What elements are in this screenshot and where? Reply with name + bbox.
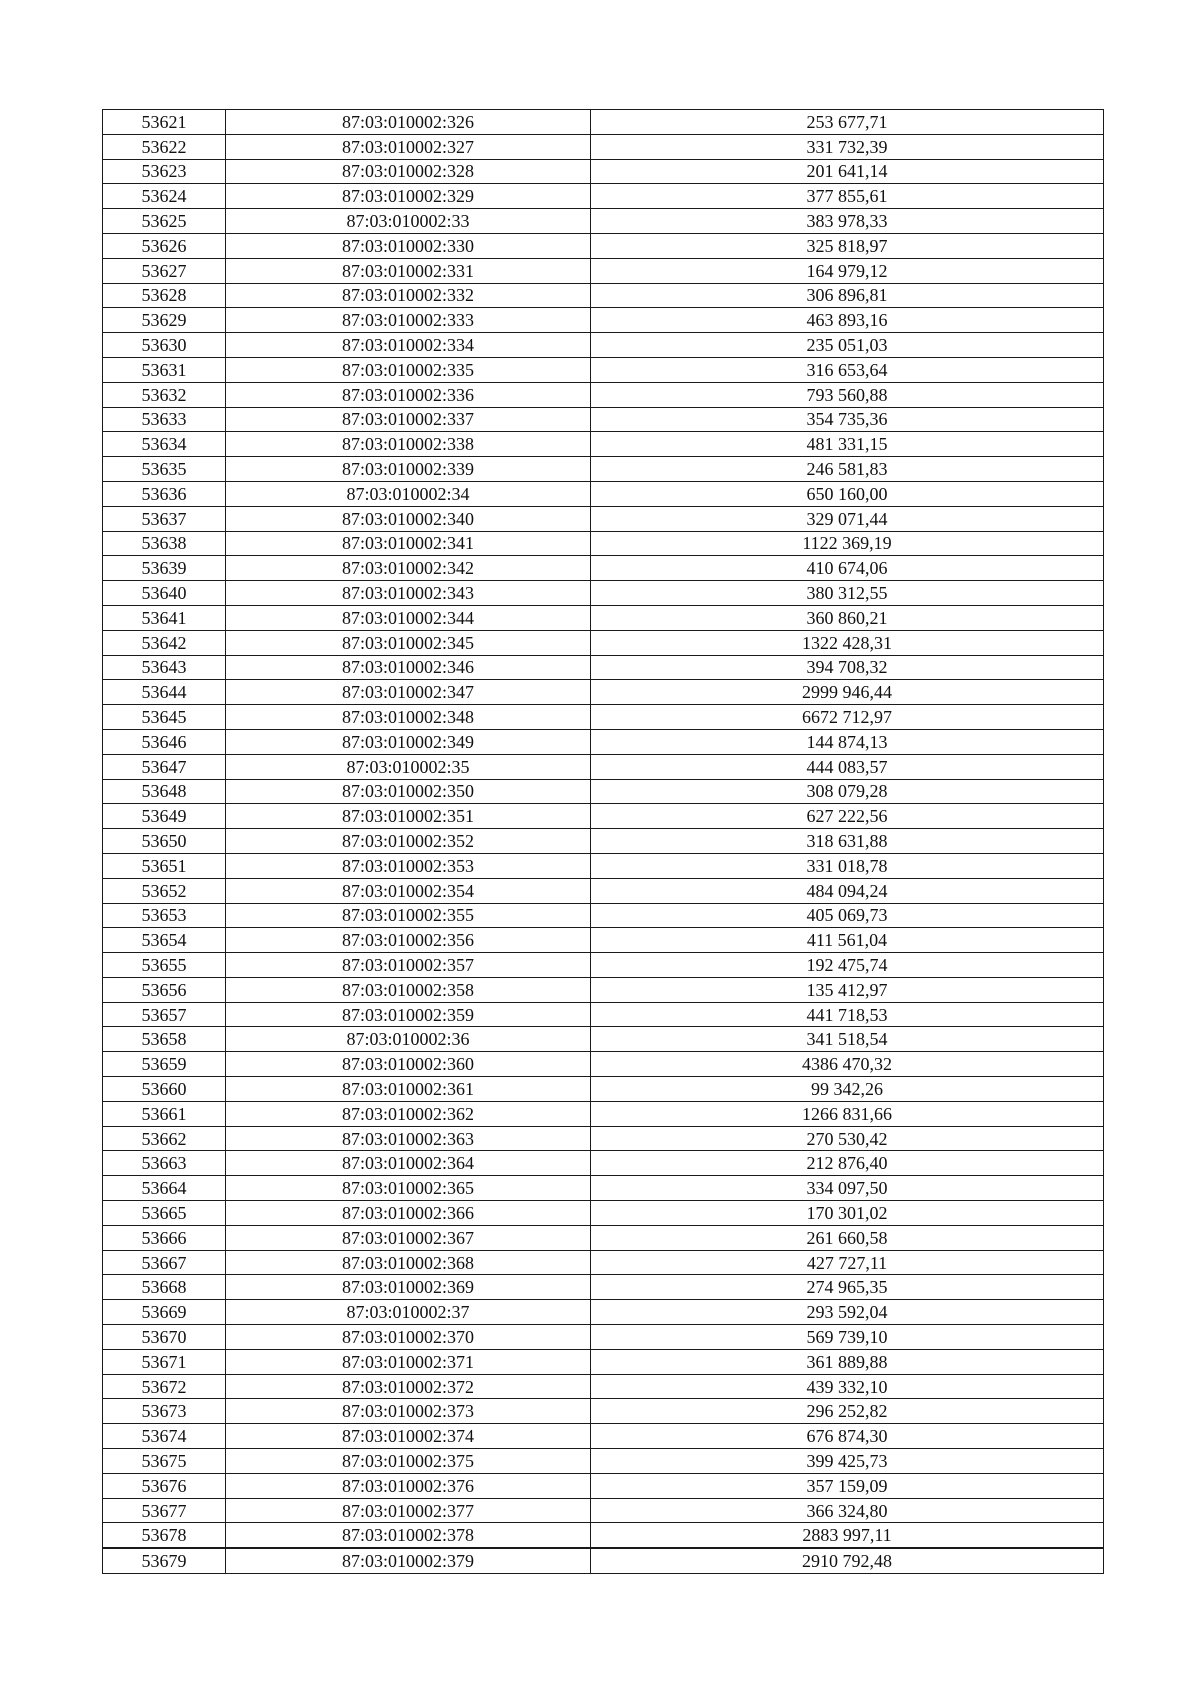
value-cell: 394 708,32 bbox=[591, 655, 1104, 680]
row-number-cell: 53626 bbox=[103, 233, 226, 258]
cadastral-number-cell: 87:03:010002:355 bbox=[226, 903, 591, 928]
cadastral-number-cell: 87:03:010002:336 bbox=[226, 382, 591, 407]
table-row bbox=[103, 829, 1104, 854]
row-number-cell: 53628 bbox=[103, 283, 226, 308]
value-cell: 331 018,78 bbox=[591, 853, 1104, 878]
table-row bbox=[103, 1250, 1104, 1275]
cadastral-number-cell: 87:03:010002:347 bbox=[226, 680, 591, 705]
table-row bbox=[103, 481, 1104, 506]
value-cell: 261 660,58 bbox=[591, 1225, 1104, 1250]
row-number-cell: 53656 bbox=[103, 977, 226, 1002]
value-cell: 331 732,39 bbox=[591, 134, 1104, 159]
cadastral-number-cell: 87:03:010002:331 bbox=[226, 258, 591, 283]
row-number-cell: 53646 bbox=[103, 729, 226, 754]
cadastral-number-cell: 87:03:010002:376 bbox=[226, 1473, 591, 1498]
value-cell: 212 876,40 bbox=[591, 1151, 1104, 1176]
table-row bbox=[103, 1523, 1104, 1548]
row-number-cell: 53670 bbox=[103, 1325, 226, 1350]
row-number-cell: 53630 bbox=[103, 333, 226, 358]
cadastral-number-cell: 87:03:010002:344 bbox=[226, 605, 591, 630]
value-cell: 380 312,55 bbox=[591, 581, 1104, 606]
value-cell: 270 530,42 bbox=[591, 1126, 1104, 1151]
row-number-cell: 53669 bbox=[103, 1300, 226, 1325]
cadastral-number-cell: 87:03:010002:356 bbox=[226, 928, 591, 953]
table-row bbox=[103, 531, 1104, 556]
row-number-cell: 53662 bbox=[103, 1126, 226, 1151]
cadastral-number-cell: 87:03:010002:366 bbox=[226, 1201, 591, 1226]
row-number-cell: 53637 bbox=[103, 506, 226, 531]
row-number-cell: 53645 bbox=[103, 705, 226, 730]
table-row bbox=[103, 258, 1104, 283]
value-cell: 246 581,83 bbox=[591, 457, 1104, 482]
cadastral-number-cell: 87:03:010002:362 bbox=[226, 1101, 591, 1126]
row-number-cell: 53629 bbox=[103, 308, 226, 333]
table-row bbox=[103, 729, 1104, 754]
cadastral-number-cell: 87:03:010002:34 bbox=[226, 481, 591, 506]
row-number-cell: 53648 bbox=[103, 779, 226, 804]
cadastral-number-cell: 87:03:010002:357 bbox=[226, 953, 591, 978]
table-row bbox=[103, 1374, 1104, 1399]
row-number-cell: 53659 bbox=[103, 1052, 226, 1077]
table-row bbox=[103, 804, 1104, 829]
value-cell: 444 083,57 bbox=[591, 754, 1104, 779]
table-row bbox=[103, 407, 1104, 432]
cadastral-number-cell: 87:03:010002:330 bbox=[226, 233, 591, 258]
table-row bbox=[103, 184, 1104, 209]
table-row bbox=[103, 1300, 1104, 1325]
row-number-cell: 53660 bbox=[103, 1077, 226, 1102]
table-row bbox=[103, 853, 1104, 878]
row-number-cell: 53636 bbox=[103, 481, 226, 506]
cadastral-number-cell: 87:03:010002:342 bbox=[226, 556, 591, 581]
value-cell: 316 653,64 bbox=[591, 357, 1104, 382]
row-number-cell: 53653 bbox=[103, 903, 226, 928]
row-number-cell: 53652 bbox=[103, 878, 226, 903]
row-number-cell: 53643 bbox=[103, 655, 226, 680]
row-number-cell: 53638 bbox=[103, 531, 226, 556]
table-row bbox=[103, 630, 1104, 655]
value-cell: 360 860,21 bbox=[591, 605, 1104, 630]
row-number-cell: 53633 bbox=[103, 407, 226, 432]
row-number-cell: 53647 bbox=[103, 754, 226, 779]
value-cell: 274 965,35 bbox=[591, 1275, 1104, 1300]
value-cell: 318 631,88 bbox=[591, 829, 1104, 854]
value-cell: 308 079,28 bbox=[591, 779, 1104, 804]
row-number-cell: 53658 bbox=[103, 1027, 226, 1052]
table-row bbox=[103, 1325, 1104, 1350]
row-number-cell: 53675 bbox=[103, 1449, 226, 1474]
table-row bbox=[103, 1101, 1104, 1126]
table-row bbox=[103, 655, 1104, 680]
value-cell: 1122 369,19 bbox=[591, 531, 1104, 556]
table-row bbox=[103, 457, 1104, 482]
table-row bbox=[103, 134, 1104, 159]
cadastral-number-cell: 87:03:010002:361 bbox=[226, 1077, 591, 1102]
value-cell: 192 475,74 bbox=[591, 953, 1104, 978]
row-number-cell: 53622 bbox=[103, 134, 226, 159]
cadastral-number-cell: 87:03:010002:364 bbox=[226, 1151, 591, 1176]
cadastral-number-cell: 87:03:010002:360 bbox=[226, 1052, 591, 1077]
table-row bbox=[103, 1225, 1104, 1250]
row-number-cell: 53666 bbox=[103, 1225, 226, 1250]
cadastral-number-cell: 87:03:010002:329 bbox=[226, 184, 591, 209]
row-number-cell: 53651 bbox=[103, 853, 226, 878]
row-number-cell: 53650 bbox=[103, 829, 226, 854]
value-cell: 293 592,04 bbox=[591, 1300, 1104, 1325]
table-row bbox=[103, 506, 1104, 531]
row-number-cell: 53671 bbox=[103, 1349, 226, 1374]
row-number-cell: 53661 bbox=[103, 1101, 226, 1126]
table-row bbox=[103, 1349, 1104, 1374]
row-number-cell: 53641 bbox=[103, 605, 226, 630]
row-number-cell: 53676 bbox=[103, 1473, 226, 1498]
table-row bbox=[103, 1151, 1104, 1176]
row-number-cell: 53644 bbox=[103, 680, 226, 705]
value-cell: 399 425,73 bbox=[591, 1449, 1104, 1474]
table-row bbox=[103, 581, 1104, 606]
cadastral-number-cell: 87:03:010002:328 bbox=[226, 159, 591, 184]
value-cell: 135 412,97 bbox=[591, 977, 1104, 1002]
cadastral-number-cell: 87:03:010002:338 bbox=[226, 432, 591, 457]
cadastral-number-cell: 87:03:010002:326 bbox=[226, 110, 591, 135]
cadastral-number-cell: 87:03:010002:375 bbox=[226, 1449, 591, 1474]
table-row bbox=[103, 1077, 1104, 1102]
value-cell: 361 889,88 bbox=[591, 1349, 1104, 1374]
value-cell: 463 893,16 bbox=[591, 308, 1104, 333]
value-cell: 793 560,88 bbox=[591, 382, 1104, 407]
cadastral-number-cell: 87:03:010002:35 bbox=[226, 754, 591, 779]
value-cell: 144 874,13 bbox=[591, 729, 1104, 754]
table-row bbox=[103, 953, 1104, 978]
cadastral-number-cell: 87:03:010002:37 bbox=[226, 1300, 591, 1325]
row-number-cell: 53677 bbox=[103, 1498, 226, 1523]
cadastral-number-cell: 87:03:010002:352 bbox=[226, 829, 591, 854]
row-number-cell: 53625 bbox=[103, 209, 226, 234]
value-cell: 377 855,61 bbox=[591, 184, 1104, 209]
row-number-cell: 53621 bbox=[103, 110, 226, 135]
table-row bbox=[103, 1126, 1104, 1151]
table-row bbox=[103, 754, 1104, 779]
value-cell: 1322 428,31 bbox=[591, 630, 1104, 655]
cadastral-number-cell: 87:03:010002:367 bbox=[226, 1225, 591, 1250]
cadastral-number-cell: 87:03:010002:349 bbox=[226, 729, 591, 754]
value-cell: 441 718,53 bbox=[591, 1002, 1104, 1027]
value-cell: 354 735,36 bbox=[591, 407, 1104, 432]
row-number-cell: 53642 bbox=[103, 630, 226, 655]
value-cell: 329 071,44 bbox=[591, 506, 1104, 531]
table-row bbox=[103, 209, 1104, 234]
value-cell: 410 674,06 bbox=[591, 556, 1104, 581]
cadastral-number-cell: 87:03:010002:341 bbox=[226, 531, 591, 556]
table-row bbox=[103, 308, 1104, 333]
cadastral-number-cell: 87:03:010002:335 bbox=[226, 357, 591, 382]
value-cell: 4386 470,32 bbox=[591, 1052, 1104, 1077]
cadastral-number-cell: 87:03:010002:36 bbox=[226, 1027, 591, 1052]
table-row bbox=[103, 1473, 1104, 1498]
table-body bbox=[103, 110, 1104, 1574]
row-number-cell: 53640 bbox=[103, 581, 226, 606]
cadastral-number-cell: 87:03:010002:332 bbox=[226, 283, 591, 308]
value-cell: 2883 997,11 bbox=[591, 1523, 1104, 1548]
table-row bbox=[103, 382, 1104, 407]
row-number-cell: 53657 bbox=[103, 1002, 226, 1027]
table-row bbox=[103, 1027, 1104, 1052]
table-row bbox=[103, 779, 1104, 804]
table-row bbox=[103, 1052, 1104, 1077]
cadastral-number-cell: 87:03:010002:373 bbox=[226, 1399, 591, 1424]
value-cell: 366 324,80 bbox=[591, 1498, 1104, 1523]
value-cell: 296 252,82 bbox=[591, 1399, 1104, 1424]
cadastral-number-cell: 87:03:010002:378 bbox=[226, 1523, 591, 1548]
cadastral-number-cell: 87:03:010002:343 bbox=[226, 581, 591, 606]
table-row bbox=[103, 357, 1104, 382]
cadastral-number-cell: 87:03:010002:348 bbox=[226, 705, 591, 730]
cadastral-number-cell: 87:03:010002:345 bbox=[226, 630, 591, 655]
cadastral-number-cell: 87:03:010002:372 bbox=[226, 1374, 591, 1399]
value-cell: 405 069,73 bbox=[591, 903, 1104, 928]
table-row bbox=[103, 283, 1104, 308]
table-row bbox=[103, 556, 1104, 581]
value-cell: 383 978,33 bbox=[591, 209, 1104, 234]
value-cell: 411 561,04 bbox=[591, 928, 1104, 953]
table-row bbox=[103, 1002, 1104, 1027]
row-number-cell: 53664 bbox=[103, 1176, 226, 1201]
row-number-cell: 53663 bbox=[103, 1151, 226, 1176]
value-cell: 484 094,24 bbox=[591, 878, 1104, 903]
value-cell: 341 518,54 bbox=[591, 1027, 1104, 1052]
value-cell: 481 331,15 bbox=[591, 432, 1104, 457]
row-number-cell: 53631 bbox=[103, 357, 226, 382]
cadastral-number-cell: 87:03:010002:339 bbox=[226, 457, 591, 482]
value-cell: 201 641,14 bbox=[591, 159, 1104, 184]
table-row bbox=[103, 110, 1104, 135]
cadastral-number-cell: 87:03:010002:363 bbox=[226, 1126, 591, 1151]
row-number-cell: 53665 bbox=[103, 1201, 226, 1226]
row-number-cell: 53639 bbox=[103, 556, 226, 581]
cadastral-number-cell: 87:03:010002:350 bbox=[226, 779, 591, 804]
value-cell: 6672 712,97 bbox=[591, 705, 1104, 730]
cadastral-number-cell: 87:03:010002:377 bbox=[226, 1498, 591, 1523]
value-cell: 2910 792,48 bbox=[591, 1548, 1104, 1573]
table-row bbox=[103, 1424, 1104, 1449]
table-row bbox=[103, 928, 1104, 953]
value-cell: 1266 831,66 bbox=[591, 1101, 1104, 1126]
value-cell: 253 677,71 bbox=[591, 110, 1104, 135]
table-row bbox=[103, 1548, 1104, 1573]
row-number-cell: 53654 bbox=[103, 928, 226, 953]
row-number-cell: 53668 bbox=[103, 1275, 226, 1300]
row-number-cell: 53632 bbox=[103, 382, 226, 407]
value-cell: 650 160,00 bbox=[591, 481, 1104, 506]
row-number-cell: 53624 bbox=[103, 184, 226, 209]
cadastral-number-cell: 87:03:010002:379 bbox=[226, 1548, 591, 1573]
row-number-cell: 53635 bbox=[103, 457, 226, 482]
value-cell: 99 342,26 bbox=[591, 1077, 1104, 1102]
row-number-cell: 53655 bbox=[103, 953, 226, 978]
table-row bbox=[103, 1449, 1104, 1474]
value-cell: 439 332,10 bbox=[591, 1374, 1104, 1399]
cadastral-number-cell: 87:03:010002:351 bbox=[226, 804, 591, 829]
cadastral-number-cell: 87:03:010002:333 bbox=[226, 308, 591, 333]
value-cell: 427 727,11 bbox=[591, 1250, 1104, 1275]
cadastral-number-cell: 87:03:010002:354 bbox=[226, 878, 591, 903]
value-cell: 676 874,30 bbox=[591, 1424, 1104, 1449]
table-row bbox=[103, 1176, 1104, 1201]
value-cell: 306 896,81 bbox=[591, 283, 1104, 308]
table-row bbox=[103, 333, 1104, 358]
cadastral-number-cell: 87:03:010002:337 bbox=[226, 407, 591, 432]
cadastral-number-cell: 87:03:010002:365 bbox=[226, 1176, 591, 1201]
cadastral-number-cell: 87:03:010002:346 bbox=[226, 655, 591, 680]
table-row bbox=[103, 432, 1104, 457]
row-number-cell: 53649 bbox=[103, 804, 226, 829]
row-number-cell: 53623 bbox=[103, 159, 226, 184]
cadastral-number-cell: 87:03:010002:334 bbox=[226, 333, 591, 358]
table-row bbox=[103, 1275, 1104, 1300]
table-row bbox=[103, 977, 1104, 1002]
value-cell: 357 159,09 bbox=[591, 1473, 1104, 1498]
row-number-cell: 53667 bbox=[103, 1250, 226, 1275]
row-number-cell: 53672 bbox=[103, 1374, 226, 1399]
table-row bbox=[103, 159, 1104, 184]
value-cell: 170 301,02 bbox=[591, 1201, 1104, 1226]
cadastral-number-cell: 87:03:010002:327 bbox=[226, 134, 591, 159]
table-row bbox=[103, 605, 1104, 630]
value-cell: 2999 946,44 bbox=[591, 680, 1104, 705]
cadastral-number-cell: 87:03:010002:353 bbox=[226, 853, 591, 878]
cadastral-number-cell: 87:03:010002:358 bbox=[226, 977, 591, 1002]
table-row bbox=[103, 705, 1104, 730]
cadastral-number-cell: 87:03:010002:371 bbox=[226, 1349, 591, 1374]
row-number-cell: 53679 bbox=[103, 1548, 226, 1573]
value-cell: 325 818,97 bbox=[591, 233, 1104, 258]
table-row bbox=[103, 1498, 1104, 1523]
cadastral-number-cell: 87:03:010002:370 bbox=[226, 1325, 591, 1350]
table-row bbox=[103, 1399, 1104, 1424]
table-row bbox=[103, 233, 1104, 258]
row-number-cell: 53627 bbox=[103, 258, 226, 283]
table-row bbox=[103, 878, 1104, 903]
table-row bbox=[103, 903, 1104, 928]
row-number-cell: 53674 bbox=[103, 1424, 226, 1449]
cadastral-number-cell: 87:03:010002:369 bbox=[226, 1275, 591, 1300]
cadastral-number-cell: 87:03:010002:33 bbox=[226, 209, 591, 234]
row-number-cell: 53634 bbox=[103, 432, 226, 457]
cadastral-value-table bbox=[102, 109, 1104, 1574]
value-cell: 235 051,03 bbox=[591, 333, 1104, 358]
cadastral-number-cell: 87:03:010002:359 bbox=[226, 1002, 591, 1027]
value-cell: 334 097,50 bbox=[591, 1176, 1104, 1201]
table-row bbox=[103, 680, 1104, 705]
value-cell: 569 739,10 bbox=[591, 1325, 1104, 1350]
row-number-cell: 53678 bbox=[103, 1523, 226, 1548]
cadastral-number-cell: 87:03:010002:340 bbox=[226, 506, 591, 531]
value-cell: 627 222,56 bbox=[591, 804, 1104, 829]
cadastral-number-cell: 87:03:010002:368 bbox=[226, 1250, 591, 1275]
value-cell: 164 979,12 bbox=[591, 258, 1104, 283]
row-number-cell: 53673 bbox=[103, 1399, 226, 1424]
table-row bbox=[103, 1201, 1104, 1226]
cadastral-number-cell: 87:03:010002:374 bbox=[226, 1424, 591, 1449]
